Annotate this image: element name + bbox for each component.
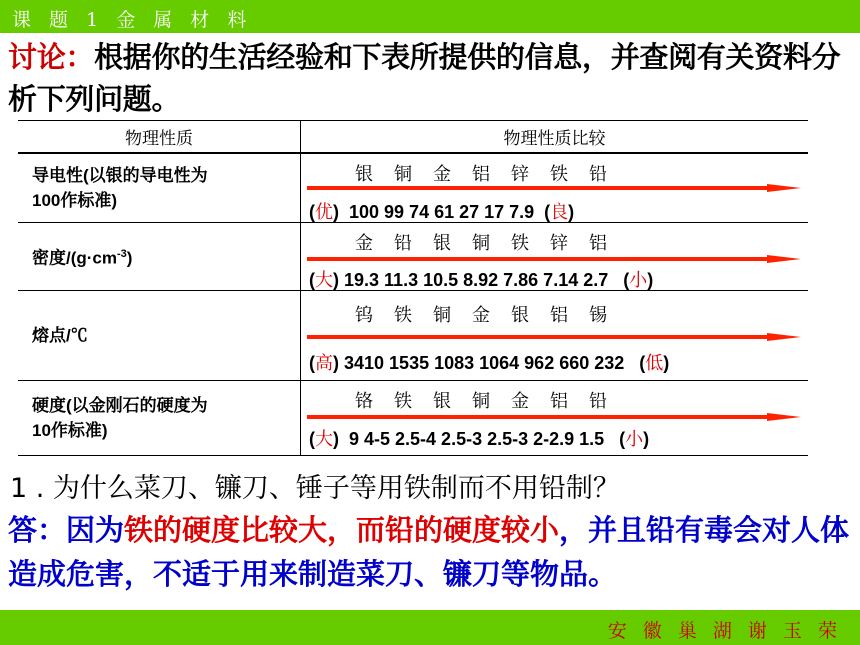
- value-list: (大) 19.3 11.3 10.5 8.92 7.86 7.14 2.7 (小): [309, 269, 654, 290]
- discussion-text: 根据你的生活经验和下表所提供的信息，并查阅有关资料分析下列问题。: [8, 40, 841, 116]
- property-name: 硬度(以金刚石的硬度为 10作标准): [18, 380, 301, 455]
- table-row: [18, 290, 808, 380]
- answer-text: 答：因为铁的硬度比较大，而铅的硬度较小，并且铅有毒会对人体造成危害，不适于用来制造菜刀、镰刀等物品。: [8, 513, 850, 591]
- arrow-icon: [307, 413, 801, 421]
- question-text: 1 . 为什么菜刀、镰刀、锤子等用铁制而不用铅制？: [10, 473, 620, 504]
- comparison-cell: [301, 290, 809, 380]
- table-row: [18, 222, 808, 290]
- property-name: 导电性(以银的导电性为 100作标准): [18, 153, 301, 222]
- property-name: 熔点/℃: [18, 290, 301, 380]
- footer-bar: [0, 610, 860, 645]
- author-credit: 安 徽 巢 湖 谢 玉 荣: [607, 620, 842, 642]
- table-row: [18, 153, 808, 222]
- property-table: [18, 120, 808, 456]
- arrow-icon: [307, 333, 801, 341]
- metal-list: 钨 铁 铜 金 银 铝 锡: [355, 304, 607, 325]
- comparison-cell: [301, 380, 809, 455]
- comparison-cell: [301, 153, 809, 222]
- comparison-cell: [301, 222, 809, 290]
- discussion-label: 讨论：: [8, 40, 95, 74]
- table-row: [18, 380, 808, 455]
- arrow-icon: [307, 255, 801, 263]
- metal-list: 铬 铁 银 铜 金 铝 铅: [355, 390, 607, 411]
- discussion-prompt: [8, 36, 856, 120]
- header-property: 物理性质: [18, 121, 301, 154]
- answer-label: 答：: [8, 513, 67, 547]
- property-name: 密度$/(g\cdot cm^{-3})$: [18, 222, 301, 290]
- metal-list: 银 铜 金 铝 锌 铁 铅: [355, 164, 607, 184]
- header-comparison: 物理性质比较: [301, 121, 809, 154]
- header-bar: [0, 0, 860, 33]
- value-list: (优) 100 99 74 61 27 17 7.9 (良): [309, 202, 575, 222]
- arrow-icon: [307, 184, 801, 192]
- metal-list: 金 铅 银 铜 铁 锌 铝: [355, 232, 607, 253]
- value-list: (大) 9 4-5 2.5-4 2.5-3 2.5-3 2-2.9 1.5 (小): [309, 428, 650, 449]
- lesson-title: 课 题 1 金 属 材 料: [12, 9, 253, 31]
- value-list: (高) 3410 1535 1083 1064 962 660 232 (低): [309, 352, 670, 373]
- answer-highlight: 铁的硬度比较大，而铅的硬度较小: [124, 513, 560, 547]
- table-header-row: [18, 121, 808, 154]
